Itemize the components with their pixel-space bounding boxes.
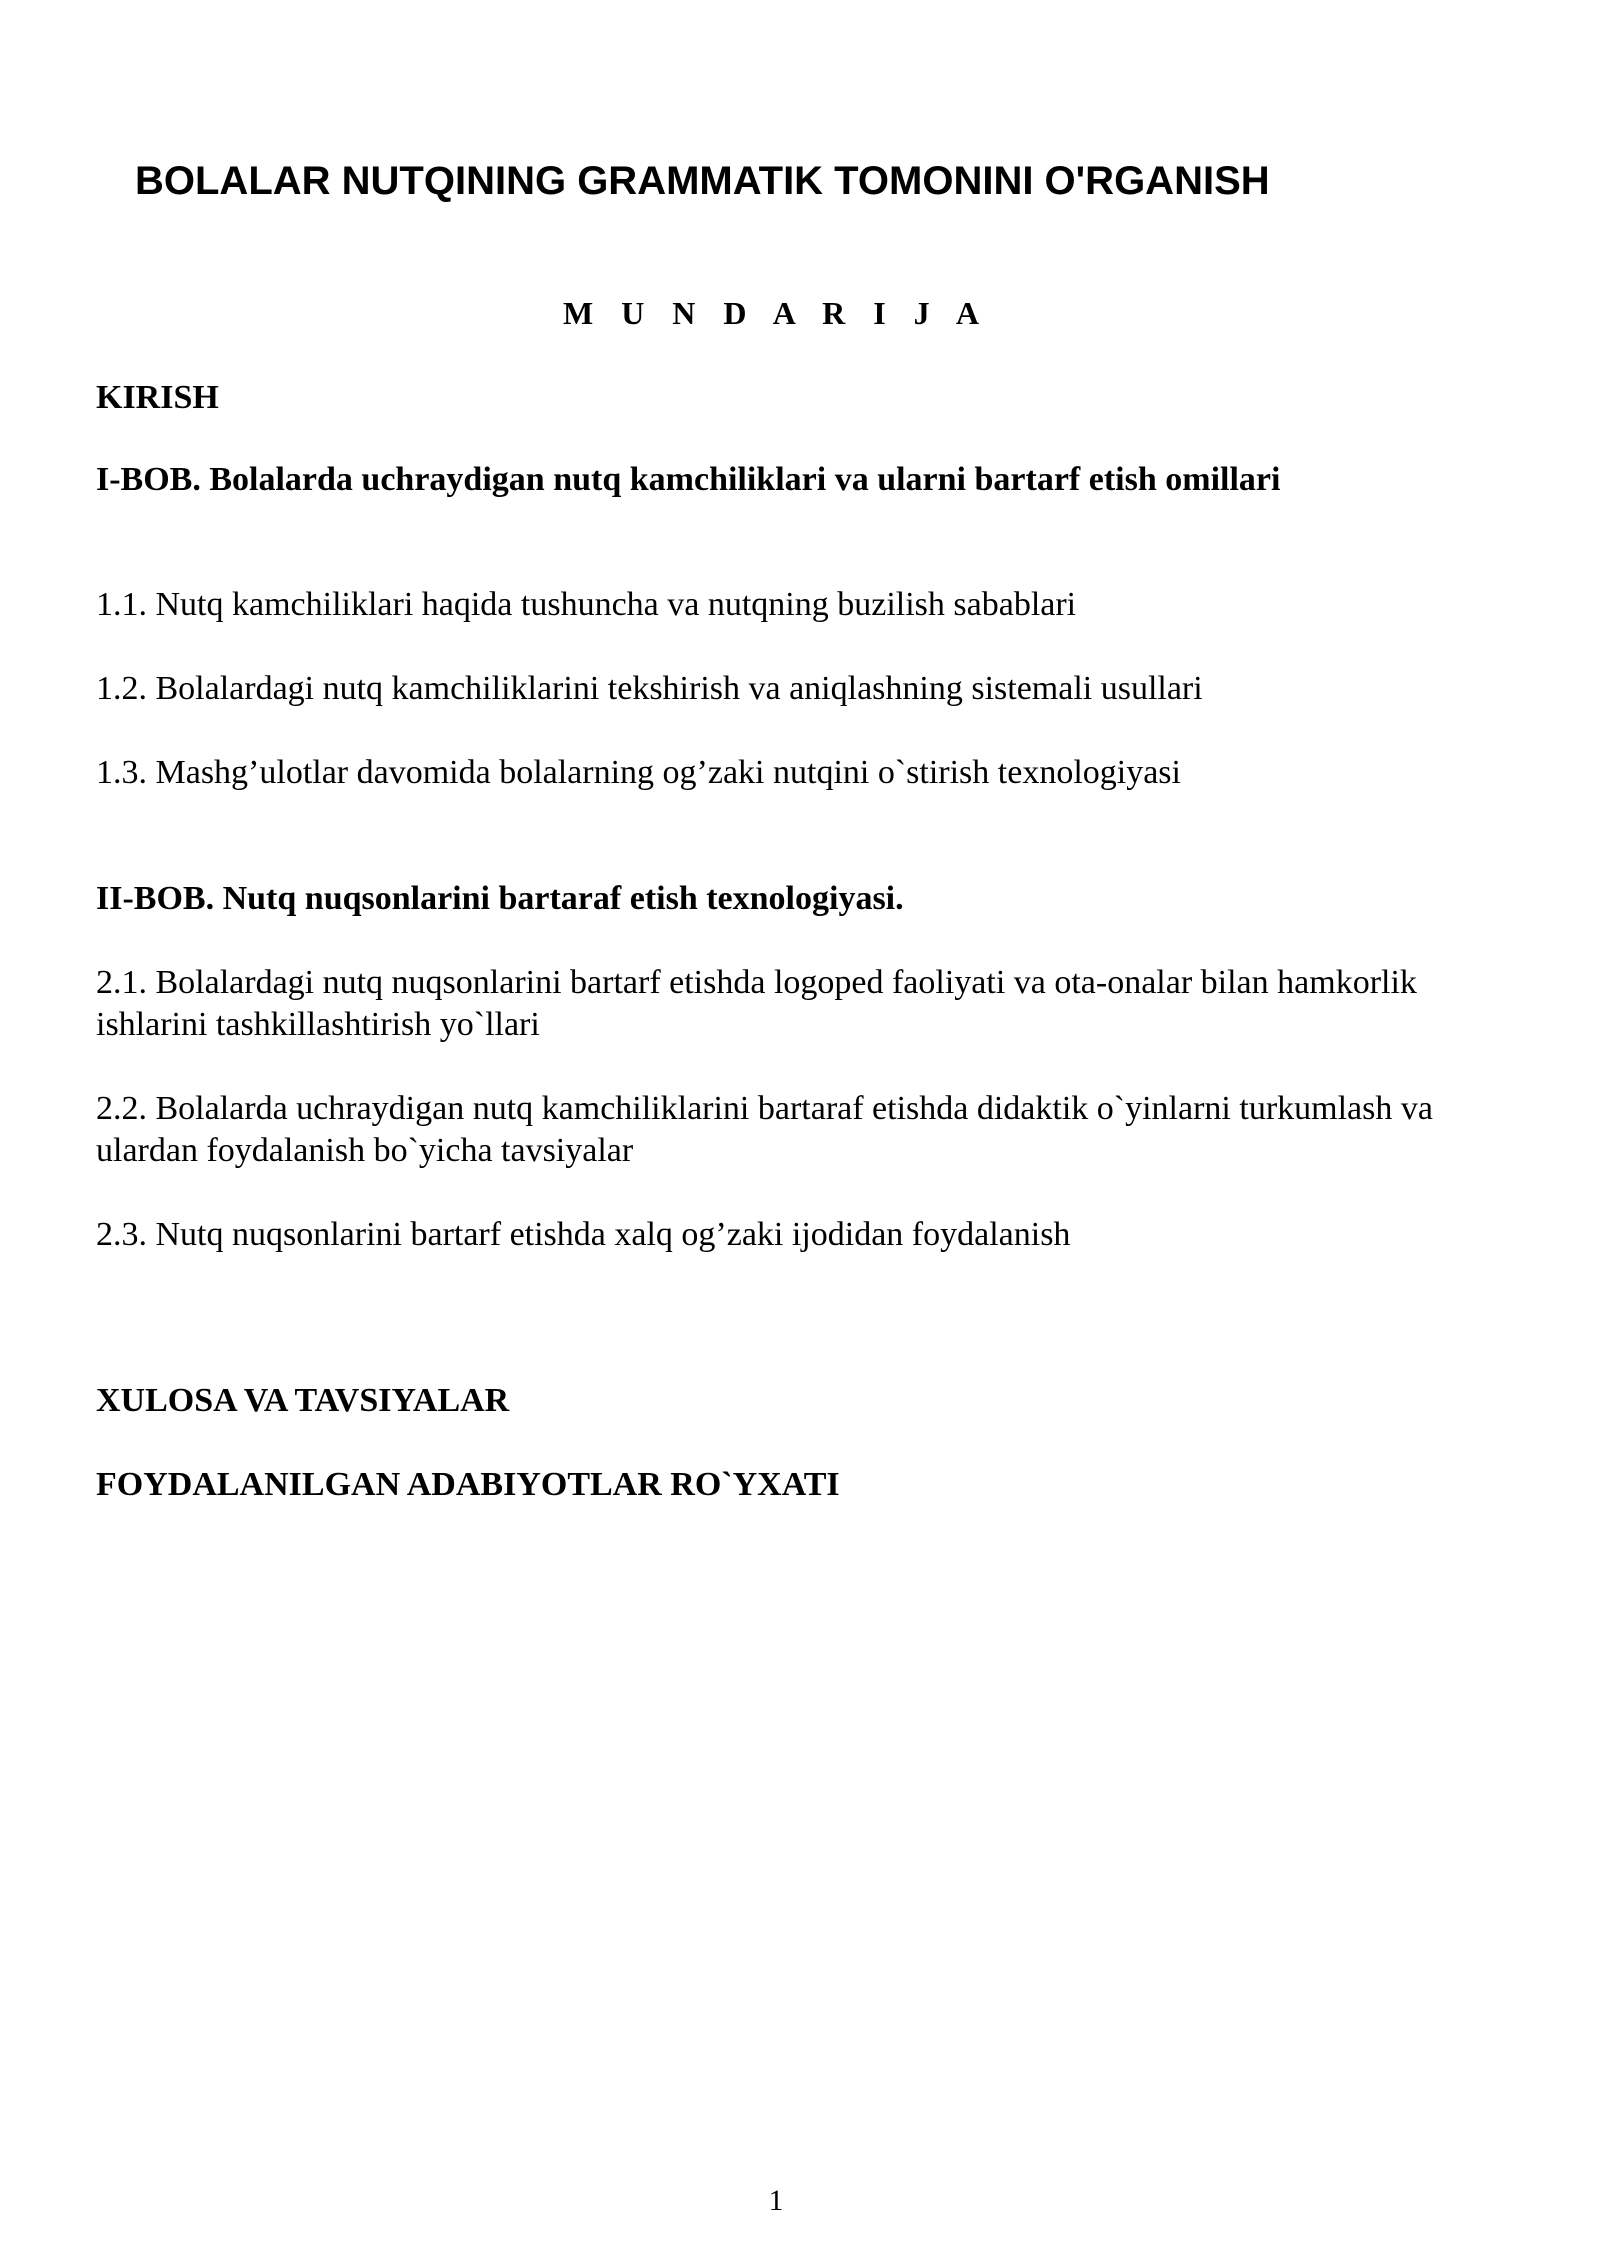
toc-entry-chapter-1: I-BOB. Bolalarda uchraydigan nutq kamchiliklari va ularni bartarf etish omillari: [96, 461, 1281, 498]
page-number: 1: [768, 2184, 784, 2217]
toc-entry-section-2-2: 2.2. Bolalarda uchraydigan nutq kamchiliklarini bartaraf etishda didaktik o`yinlarni turkumlash va ulardan foydalanish bo`yicha tavsiyalar: [96, 1090, 1433, 1169]
toc-entry-section-1-1: 1.1. Nutq kamchiliklari haqida tushuncha va nutqning buzilish sabablari: [96, 586, 1077, 623]
toc-entry-introduction: KIRISH: [96, 379, 219, 416]
toc-entry-references: FOYDALANILGAN ADABIYOTLAR RO`YXATI: [96, 1466, 840, 1503]
toc-entry-section-1-3: 1.3. Mashg’ulotlar davomida bolalarning og’zaki nutqini o`stirish texnologiyasi: [96, 754, 1181, 791]
toc-entry-section-2-1: 2.1. Bolalardagi nutq nuqsonlarini bartarf etishda logoped faoliyati va ota-onalar bilan hamkorlik ishlarini tashkillashtirish yo`llari: [96, 964, 1417, 1043]
contents-heading: M U N D A R I J A: [562, 295, 989, 331]
toc-entry-conclusions: XULOSA VA TAVSIYALAR: [96, 1382, 510, 1419]
document-title: BOLALAR NUTQINING GRAMMATIK TOMONINI O'RGANISH: [135, 159, 1270, 203]
toc-entry-chapter-2: II-BOB. Nutq nuqsonlarini bartaraf etish texnologiyasi.: [96, 880, 904, 917]
toc-entry-section-2-3: 2.3. Nutq nuqsonlarini bartarf etishda xalq og’zaki ijodidan foydalanish: [96, 1216, 1071, 1253]
toc-entry-section-1-2: 1.2. Bolalardagi nutq kamchiliklarini tekshirish va aniqlashning sistemali usullari: [96, 670, 1203, 707]
